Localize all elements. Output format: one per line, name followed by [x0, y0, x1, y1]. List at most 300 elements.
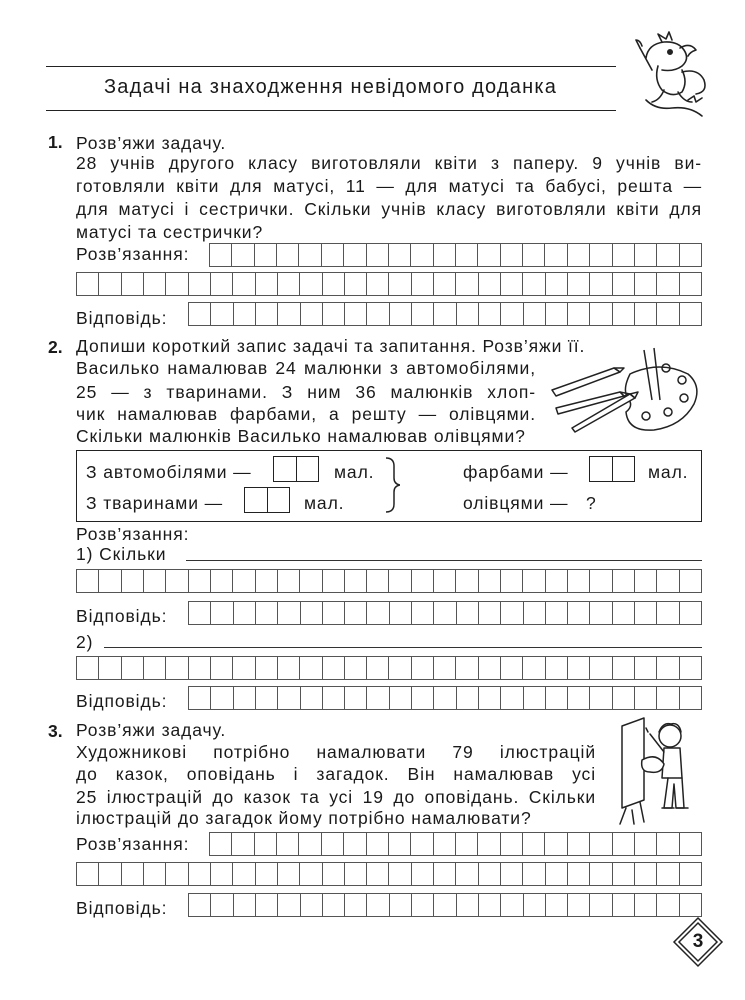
grid-cell[interactable] — [389, 657, 410, 679]
grid-cell[interactable] — [210, 244, 231, 266]
grid-cell[interactable] — [99, 863, 120, 885]
grid-cell[interactable] — [590, 833, 611, 855]
grid-cell[interactable] — [255, 833, 276, 855]
title-rule-bottom — [46, 110, 616, 111]
grid-cell[interactable] — [523, 570, 544, 592]
grid-cell[interactable] — [478, 833, 499, 855]
grid-cell[interactable] — [211, 303, 232, 325]
grid-cell[interactable] — [590, 273, 611, 295]
grid-cell[interactable] — [189, 687, 210, 709]
grid-cell[interactable] — [434, 863, 455, 885]
grid-cell[interactable] — [189, 570, 210, 592]
grid-cell[interactable] — [277, 244, 298, 266]
grid-cell[interactable] — [233, 273, 254, 295]
task1-solution-label: Розв’язання: — [76, 244, 190, 264]
grid-cell[interactable] — [546, 602, 567, 624]
grid-cell[interactable] — [434, 570, 455, 592]
grid-cell[interactable] — [568, 863, 589, 885]
grid-cell[interactable] — [613, 244, 634, 266]
grid-cell[interactable] — [99, 570, 120, 592]
grid-cell[interactable] — [501, 833, 522, 855]
task2-text-line-2: 25 — з тваринами. З ним 36 малюнків хлоп- — [76, 382, 536, 402]
grid-cell[interactable] — [367, 833, 388, 855]
digit-cell[interactable] — [612, 457, 635, 481]
grid-cell[interactable] — [144, 863, 165, 885]
short-record-row2-label: З тваринами — — [86, 493, 224, 513]
grid-cell[interactable] — [390, 894, 411, 916]
grid-cell[interactable] — [256, 303, 277, 325]
task1-instruction: Розв’яжи задачу. — [76, 133, 227, 153]
grid-cell[interactable] — [345, 602, 366, 624]
grid-cell[interactable] — [635, 687, 656, 709]
grid-cell[interactable] — [568, 244, 589, 266]
task2-step2-grid[interactable] — [76, 656, 702, 680]
grid-cell[interactable] — [412, 863, 433, 885]
task3-text-line-4: ілюстрацій до загадок йому потрібно намалювати? — [76, 808, 532, 828]
grid-cell[interactable] — [568, 894, 589, 916]
grid-cell[interactable] — [635, 657, 656, 679]
grid-cell[interactable] — [233, 657, 254, 679]
task2-step2-write-line[interactable] — [104, 647, 702, 648]
grid-cell[interactable] — [122, 863, 143, 885]
task1-text-line-3: для матусі і сестрички. Скільки учнів класу виготовляли квіти для — [76, 199, 702, 219]
grid-cell[interactable] — [680, 894, 701, 916]
grid-cell[interactable] — [434, 833, 455, 855]
grid-cell[interactable] — [389, 244, 410, 266]
grid-cell[interactable] — [501, 602, 522, 624]
grid-cell[interactable] — [211, 273, 232, 295]
grid-cell[interactable] — [77, 657, 98, 679]
grid-cell[interactable] — [256, 687, 277, 709]
child-painting-at-easel-icon — [612, 712, 704, 826]
grid-cell[interactable] — [680, 273, 701, 295]
grid-cell[interactable] — [456, 833, 477, 855]
grid-cell[interactable] — [456, 273, 477, 295]
grid-cell[interactable] — [680, 244, 701, 266]
grid-cell[interactable] — [323, 273, 344, 295]
grid-cell[interactable] — [568, 687, 589, 709]
grid-cell[interactable] — [99, 657, 120, 679]
grid-cell[interactable] — [590, 303, 611, 325]
grid-cell[interactable] — [479, 602, 500, 624]
grid-cell[interactable] — [234, 303, 255, 325]
grid-cell[interactable] — [657, 863, 678, 885]
grid-cell[interactable] — [345, 687, 366, 709]
grid-cell[interactable] — [479, 303, 500, 325]
grid-cell[interactable] — [412, 687, 433, 709]
grid-cell[interactable] — [189, 602, 210, 624]
grid-cell[interactable] — [389, 570, 410, 592]
grid-cell[interactable] — [301, 602, 322, 624]
grid-cell[interactable] — [635, 244, 656, 266]
grid-cell[interactable] — [189, 894, 210, 916]
grid-cell[interactable] — [189, 657, 210, 679]
task3-answer-label: Відповідь: — [76, 898, 168, 918]
task3-instruction: Розв’яжи задачу. — [76, 720, 227, 740]
task3-solution-grid-2[interactable] — [76, 862, 702, 886]
task1-answer-grid[interactable] — [188, 302, 702, 326]
grid-cell[interactable] — [657, 657, 678, 679]
grid-cell[interactable] — [479, 657, 500, 679]
task3-solution-grid-1[interactable] — [209, 832, 702, 856]
task2-number: 2. — [48, 337, 63, 357]
grid-cell[interactable] — [322, 833, 343, 855]
grid-cell[interactable] — [657, 833, 678, 855]
grid-cell[interactable] — [523, 273, 544, 295]
grid-cell[interactable] — [277, 833, 298, 855]
grid-cell[interactable] — [456, 244, 477, 266]
grid-cell[interactable] — [635, 863, 656, 885]
grid-cell[interactable] — [501, 687, 522, 709]
page-number: 3 — [692, 931, 704, 952]
grid-cell[interactable] — [345, 303, 366, 325]
grid-cell[interactable] — [613, 833, 634, 855]
grid-cell[interactable] — [524, 687, 545, 709]
task2-step2-label: 2) — [76, 632, 94, 652]
task3-number: 3. — [48, 721, 63, 741]
grid-cell[interactable] — [189, 273, 210, 295]
digit-cell[interactable] — [267, 488, 290, 512]
grid-cell[interactable] — [255, 244, 276, 266]
grid-cell[interactable] — [523, 863, 544, 885]
grid-cell[interactable] — [680, 602, 701, 624]
grid-cell[interactable] — [501, 244, 522, 266]
grid-cell[interactable] — [568, 657, 589, 679]
grid-cell[interactable] — [456, 570, 477, 592]
grid-cell[interactable] — [523, 833, 544, 855]
grid-cell[interactable] — [657, 244, 678, 266]
grid-cell[interactable] — [590, 687, 611, 709]
grid-cell[interactable] — [301, 303, 322, 325]
grid-cell[interactable] — [635, 602, 656, 624]
grid-cell[interactable] — [613, 273, 634, 295]
grid-cell[interactable] — [345, 570, 366, 592]
task2-step1-answer-grid[interactable] — [188, 601, 702, 625]
grid-cell[interactable] — [323, 863, 344, 885]
task3-text-line-2: до казок, оповідань і загадок. Він намалював усі — [76, 764, 596, 784]
grid-cell[interactable] — [233, 863, 254, 885]
grid-cell[interactable] — [189, 863, 210, 885]
grid-cell[interactable] — [299, 833, 320, 855]
grid-cell[interactable] — [680, 833, 701, 855]
grid-cell[interactable] — [345, 894, 366, 916]
grid-cell[interactable] — [568, 303, 589, 325]
grid-cell[interactable] — [144, 570, 165, 592]
grid-cell[interactable] — [367, 602, 388, 624]
task1-number: 1. — [48, 132, 63, 152]
grid-cell[interactable] — [680, 570, 701, 592]
grid-cell[interactable] — [301, 687, 322, 709]
grid-cell[interactable] — [232, 833, 253, 855]
grid-cell[interactable] — [524, 303, 545, 325]
grid-cell[interactable] — [301, 894, 322, 916]
grid-cell[interactable] — [657, 894, 678, 916]
grid-cell[interactable] — [367, 657, 388, 679]
grid-cell[interactable] — [680, 657, 701, 679]
grid-cell[interactable] — [344, 244, 365, 266]
short-record-paints-answer-box[interactable] — [589, 456, 635, 482]
grid-cell[interactable] — [635, 273, 656, 295]
grid-cell[interactable] — [501, 863, 522, 885]
grid-cell[interactable] — [278, 570, 299, 592]
grid-cell[interactable] — [546, 894, 567, 916]
short-record-question-mark: ? — [586, 493, 597, 513]
grid-cell[interactable] — [300, 273, 321, 295]
grid-cell[interactable] — [657, 687, 678, 709]
grid-cell[interactable] — [300, 863, 321, 885]
task1-solution-grid-1[interactable] — [209, 243, 702, 267]
grid-cell[interactable] — [323, 657, 344, 679]
grid-cell[interactable] — [232, 244, 253, 266]
grid-cell[interactable] — [322, 244, 343, 266]
task2-step1-label: 1) Скільки — [76, 544, 167, 564]
grid-cell[interactable] — [323, 303, 344, 325]
grid-cell[interactable] — [256, 273, 277, 295]
grid-cell[interactable] — [635, 570, 656, 592]
grid-cell[interactable] — [234, 602, 255, 624]
grid-cell[interactable] — [479, 687, 500, 709]
grid-cell[interactable] — [479, 863, 500, 885]
task3-text-line-3: 25 ілюстрацій до казок та усі 19 до оповідань. Скільки — [76, 787, 596, 807]
task2-step1-write-line[interactable] — [186, 560, 702, 561]
grid-cell[interactable] — [613, 687, 634, 709]
grid-cell[interactable] — [457, 303, 478, 325]
grid-cell[interactable] — [546, 657, 567, 679]
grid-cell[interactable] — [389, 833, 410, 855]
grid-cell[interactable] — [323, 602, 344, 624]
grid-cell[interactable] — [590, 602, 611, 624]
grid-cell[interactable] — [635, 833, 656, 855]
grid-cell[interactable] — [122, 657, 143, 679]
grid-cell[interactable] — [256, 602, 277, 624]
grid-cell[interactable] — [390, 602, 411, 624]
grid-cell[interactable] — [211, 687, 232, 709]
grid-cell[interactable] — [545, 244, 566, 266]
grid-cell[interactable] — [234, 894, 255, 916]
short-record-row2-answer-box[interactable] — [244, 487, 290, 513]
grid-cell[interactable] — [613, 303, 634, 325]
grid-cell[interactable] — [434, 303, 455, 325]
grid-cell[interactable] — [546, 303, 567, 325]
dragon-with-brush-icon — [618, 30, 718, 122]
grid-cell[interactable] — [77, 570, 98, 592]
grid-cell[interactable] — [590, 657, 611, 679]
grid-cell[interactable] — [456, 657, 477, 679]
grid-cell[interactable] — [367, 687, 388, 709]
grid-cell[interactable] — [545, 833, 566, 855]
grid-cell[interactable] — [389, 273, 410, 295]
task2-text-line-1: Василько намалював 24 малюнки з автомобілями, — [76, 358, 536, 378]
grid-cell[interactable] — [680, 687, 701, 709]
grid-cell[interactable] — [144, 657, 165, 679]
grid-cell[interactable] — [523, 244, 544, 266]
grid-cell[interactable] — [77, 863, 98, 885]
task1-text-line-2: готовляли квіти для матусі, 11 — для матусі та бабусі, решта — — [76, 176, 702, 196]
grid-cell[interactable] — [501, 894, 522, 916]
grid-cell[interactable] — [411, 244, 432, 266]
task2-step1-grid[interactable] — [76, 569, 702, 593]
grid-cell[interactable] — [144, 273, 165, 295]
grid-cell[interactable] — [523, 657, 544, 679]
task3-answer-grid[interactable] — [188, 893, 702, 917]
grid-cell[interactable] — [278, 657, 299, 679]
grid-cell[interactable] — [367, 273, 388, 295]
task1-text-line-1: 28 учнів другого класу виготовляли квіти з паперу. 9 учнів ви- — [76, 153, 702, 173]
grid-cell[interactable] — [657, 602, 678, 624]
digit-cell[interactable] — [245, 488, 267, 512]
grid-cell[interactable] — [635, 894, 656, 916]
grid-cell[interactable] — [457, 602, 478, 624]
grid-cell[interactable] — [299, 244, 320, 266]
grid-cell[interactable] — [412, 657, 433, 679]
grid-cell[interactable] — [211, 894, 232, 916]
grid-cell[interactable] — [278, 602, 299, 624]
grid-cell[interactable] — [389, 863, 410, 885]
grid-cell[interactable] — [323, 687, 344, 709]
grid-cell[interactable] — [590, 570, 611, 592]
grid-cell[interactable] — [613, 863, 634, 885]
digit-cell[interactable] — [274, 457, 296, 481]
grid-cell[interactable] — [434, 602, 455, 624]
short-record-pencils-label: олівцями — — [463, 493, 569, 513]
grid-cell[interactable] — [434, 657, 455, 679]
grid-cell[interactable] — [367, 894, 388, 916]
grid-cell[interactable] — [211, 602, 232, 624]
grid-cell[interactable] — [166, 863, 187, 885]
grid-cell[interactable] — [211, 863, 232, 885]
grid-cell[interactable] — [278, 273, 299, 295]
grid-cell[interactable] — [412, 303, 433, 325]
title-rule-top — [46, 66, 616, 67]
grid-cell[interactable] — [524, 602, 545, 624]
grid-cell[interactable] — [457, 894, 478, 916]
grid-cell[interactable] — [166, 657, 187, 679]
grid-cell[interactable] — [501, 303, 522, 325]
grid-cell[interactable] — [479, 894, 500, 916]
grid-cell[interactable] — [456, 863, 477, 885]
grid-cell[interactable] — [478, 244, 499, 266]
task1-solution-grid-2[interactable] — [76, 272, 702, 296]
grid-cell[interactable] — [434, 273, 455, 295]
grid-cell[interactable] — [546, 687, 567, 709]
grid-cell[interactable] — [256, 894, 277, 916]
digit-cell[interactable] — [296, 457, 319, 481]
grid-cell[interactable] — [77, 273, 98, 295]
grid-cell[interactable] — [210, 833, 231, 855]
grid-cell[interactable] — [233, 570, 254, 592]
grid-cell[interactable] — [613, 602, 634, 624]
task1-answer-label: Відповідь: — [76, 308, 168, 328]
grid-cell[interactable] — [657, 570, 678, 592]
short-record-row1-answer-box[interactable] — [273, 456, 319, 482]
palette-with-pencils-icon — [550, 346, 702, 436]
grid-cell[interactable] — [590, 894, 611, 916]
grid-cell[interactable] — [680, 863, 701, 885]
grid-cell[interactable] — [166, 570, 187, 592]
grid-cell[interactable] — [613, 570, 634, 592]
grid-cell[interactable] — [256, 657, 277, 679]
grid-cell[interactable] — [412, 894, 433, 916]
grid-cell[interactable] — [122, 273, 143, 295]
grid-cell[interactable] — [434, 244, 455, 266]
grid-cell[interactable] — [367, 863, 388, 885]
grid-cell[interactable] — [367, 303, 388, 325]
grid-cell[interactable] — [411, 833, 432, 855]
grid-cell[interactable] — [568, 570, 589, 592]
grid-cell[interactable] — [278, 863, 299, 885]
grid-cell[interactable] — [300, 570, 321, 592]
grid-cell[interactable] — [345, 863, 366, 885]
grid-cell[interactable] — [234, 687, 255, 709]
grid-cell[interactable] — [323, 570, 344, 592]
grid-cell[interactable] — [99, 273, 120, 295]
grid-cell[interactable] — [479, 570, 500, 592]
grid-cell[interactable] — [390, 687, 411, 709]
grid-cell[interactable] — [390, 303, 411, 325]
grid-cell[interactable] — [590, 244, 611, 266]
task1-text-line-4: матусі та сестрички? — [76, 222, 264, 242]
grid-cell[interactable] — [189, 303, 210, 325]
grid-cell[interactable] — [345, 273, 366, 295]
grid-cell[interactable] — [256, 863, 277, 885]
grid-cell[interactable] — [412, 570, 433, 592]
grid-cell[interactable] — [345, 657, 366, 679]
grid-cell[interactable] — [501, 273, 522, 295]
grid-cell[interactable] — [546, 863, 567, 885]
grid-cell[interactable] — [680, 303, 701, 325]
grid-cell[interactable] — [613, 894, 634, 916]
grid-cell[interactable] — [501, 570, 522, 592]
grid-cell[interactable] — [278, 687, 299, 709]
grid-cell[interactable] — [546, 273, 567, 295]
grid-cell[interactable] — [344, 833, 365, 855]
grid-cell[interactable] — [166, 273, 187, 295]
grid-cell[interactable] — [590, 863, 611, 885]
grid-cell[interactable] — [122, 570, 143, 592]
grid-cell[interactable] — [256, 570, 277, 592]
task2-step2-answer-grid[interactable] — [188, 686, 702, 710]
grid-cell[interactable] — [300, 657, 321, 679]
grid-cell[interactable] — [613, 657, 634, 679]
curly-brace-icon — [384, 456, 400, 514]
grid-cell[interactable] — [412, 273, 433, 295]
grid-cell[interactable] — [501, 657, 522, 679]
short-record-paints-label: фарбами — — [463, 462, 569, 482]
grid-cell[interactable] — [457, 687, 478, 709]
grid-cell[interactable] — [278, 894, 299, 916]
grid-cell[interactable] — [211, 657, 232, 679]
grid-cell[interactable] — [657, 273, 678, 295]
short-record-row2-unit: мал. — [304, 493, 345, 513]
grid-cell[interactable] — [568, 273, 589, 295]
grid-cell[interactable] — [635, 303, 656, 325]
digit-cell[interactable] — [590, 457, 612, 481]
grid-cell[interactable] — [323, 894, 344, 916]
grid-cell[interactable] — [412, 602, 433, 624]
grid-cell[interactable] — [568, 833, 589, 855]
grid-cell[interactable] — [524, 894, 545, 916]
grid-cell[interactable] — [367, 570, 388, 592]
grid-cell[interactable] — [434, 687, 455, 709]
grid-cell[interactable] — [278, 303, 299, 325]
grid-cell[interactable] — [367, 244, 388, 266]
grid-cell[interactable] — [546, 570, 567, 592]
grid-cell[interactable] — [657, 303, 678, 325]
grid-cell[interactable] — [568, 602, 589, 624]
grid-cell[interactable] — [211, 570, 232, 592]
grid-cell[interactable] — [434, 894, 455, 916]
grid-cell[interactable] — [479, 273, 500, 295]
